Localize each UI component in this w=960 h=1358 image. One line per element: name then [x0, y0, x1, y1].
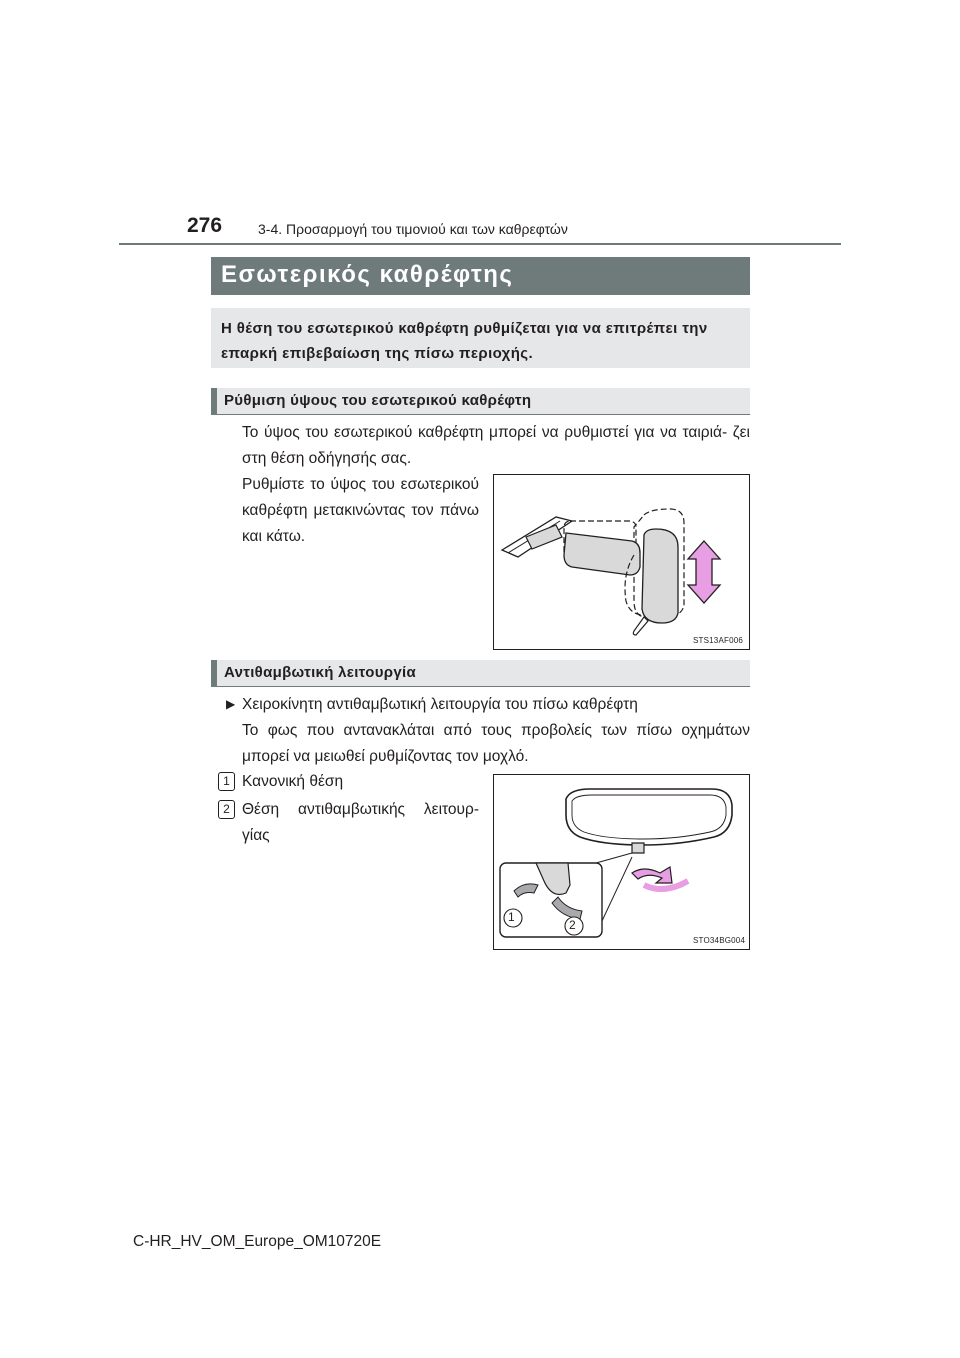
- mirror-height-illustration: [494, 475, 749, 649]
- antiglare-bullet-text: Χειροκίνητη αντιθαμβωτική λειτουργία του πίσω καθρέφτη: [242, 696, 638, 713]
- antiglare-paragraph: Το φως που αντανακλάται από τους προβολείς των πίσω οχημάτων μπορεί να μειωθεί ρυθμίζοντας τον μοχλό.: [242, 722, 750, 765]
- page-number: 276: [187, 214, 223, 237]
- figure-code: STO34BG004: [693, 936, 746, 945]
- bullet-triangle-icon: ▶: [226, 697, 236, 711]
- callout-label: 2: [569, 918, 576, 932]
- section-title: Εσωτερικός καθρέφτης: [221, 261, 514, 288]
- intro-text: Η θέση του εσωτερικού καθρέφτη ρυθμίζεται για να επιτρέπει την επαρκή επιβεβαίωση της πίσω περιοχής.: [221, 320, 708, 362]
- subsection-title-antiglare: Αντιθαμβωτική λειτουργία: [224, 664, 416, 681]
- curved-arrow-icon: [632, 867, 672, 883]
- height-paragraph: Το ύψος του εσωτερικού καθρέφτη μπορεί να ρυθμιστεί για να ταιριά- ζει στη θέση οδήγησής σας.: [242, 424, 750, 467]
- subsection-title-height: Ρύθμιση ύψους του εσωτερικού καθρέφτη: [224, 392, 532, 409]
- figure-code: STS13AF006: [693, 636, 744, 645]
- mirror-antiglare-illustration: [494, 775, 749, 949]
- item-number-badge: 2: [218, 800, 235, 819]
- height-instruction: Ρυθμίστε το ύψος του εσωτερικού καθρέφτη μετακινώντας τον πάνω και κάτω.: [242, 476, 479, 545]
- figure-mirror-height: [493, 474, 750, 650]
- callout-label: 1: [508, 910, 515, 924]
- item-label-normal: Κανονική θέση: [242, 773, 344, 790]
- running-title: 3-4. Προσαρμογή του τιμονιού και των καθρεφτών: [258, 221, 568, 237]
- figure-mirror-antiglare: [493, 774, 750, 950]
- document-id: C-HR_HV_OM_Europe_OM10720E: [133, 1233, 382, 1250]
- item-label-antiglare: Θέση αντιθαμβωτικής λειτουρ- γίας: [242, 801, 479, 844]
- header-rule: [119, 243, 841, 245]
- item-number-badge: 1: [218, 772, 235, 791]
- up-down-arrow-icon: [688, 541, 720, 603]
